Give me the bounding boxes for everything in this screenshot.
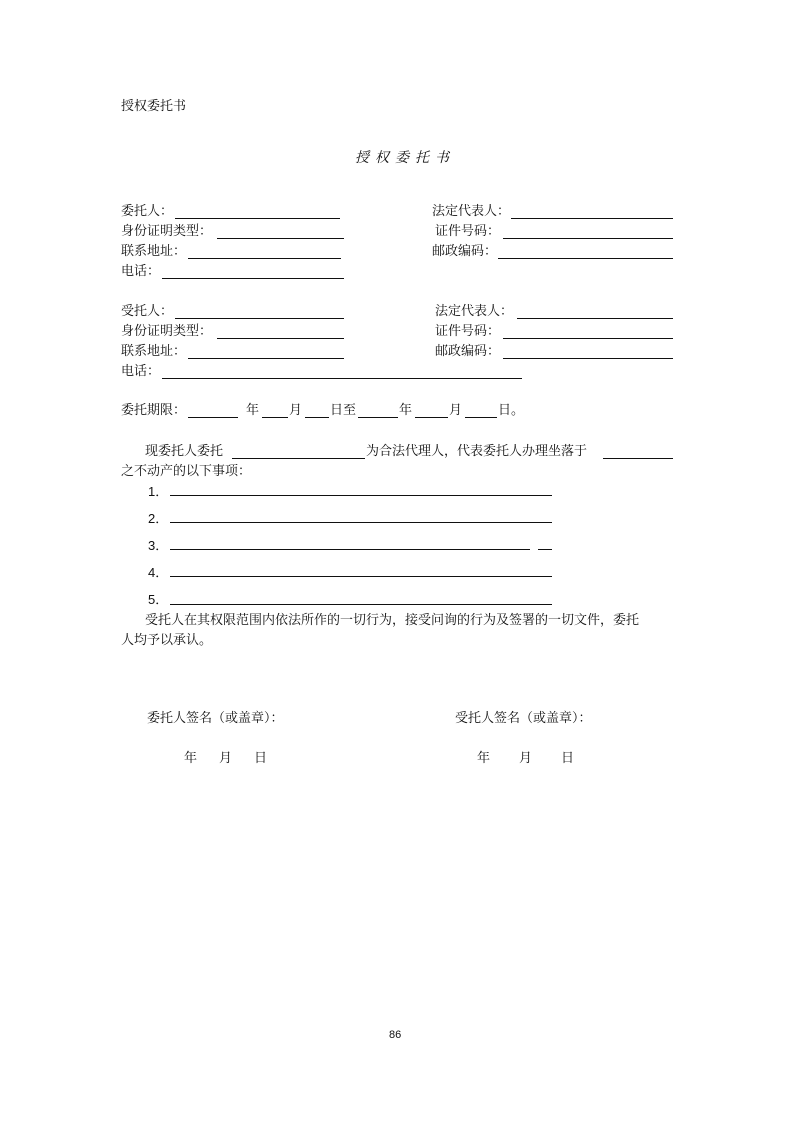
header-label: 授权委托书 bbox=[121, 98, 187, 113]
term-start-month-label: 月 bbox=[289, 403, 303, 418]
term-end-year-field[interactable] bbox=[358, 417, 398, 418]
principal-date-day: 日 bbox=[254, 751, 268, 766]
principal-legal-rep-label: 法定代表人： bbox=[432, 204, 511, 219]
principal-postcode-label: 邮政编码： bbox=[432, 244, 498, 259]
agent-appoint-field[interactable] bbox=[232, 458, 365, 459]
list-item-field[interactable] bbox=[170, 576, 552, 577]
property-location-field[interactable] bbox=[603, 458, 673, 459]
principal-phone-field[interactable] bbox=[162, 278, 344, 279]
principal-address-field[interactable] bbox=[188, 258, 341, 259]
agent-date-month: 月 bbox=[519, 751, 533, 766]
list-item-number: 2． bbox=[148, 511, 169, 526]
agent-date-year: 年 bbox=[477, 751, 491, 766]
principal-date-month: 月 bbox=[219, 751, 233, 766]
principal-name-label: 委托人： bbox=[121, 204, 174, 219]
page-number: 86 bbox=[389, 1029, 402, 1041]
agent-legal-rep-field[interactable] bbox=[517, 318, 673, 319]
principal-id-no-label: 证件号码： bbox=[435, 224, 501, 239]
principal-date-year: 年 bbox=[184, 751, 198, 766]
principal-id-no-field[interactable] bbox=[503, 238, 673, 239]
list-item-field[interactable] bbox=[170, 495, 552, 496]
agent-signature-label: 受托人签名（或盖章）： bbox=[455, 711, 592, 726]
list-item-field[interactable] bbox=[170, 522, 552, 523]
term-start-month-field[interactable] bbox=[262, 417, 288, 418]
term-day-to-label: 日至 bbox=[330, 403, 357, 418]
list-item-number: 5． bbox=[148, 592, 169, 607]
agent-postcode-label: 邮政编码： bbox=[435, 344, 501, 359]
term-end-day-field[interactable] bbox=[465, 417, 497, 418]
agent-address-field[interactable] bbox=[188, 358, 344, 359]
agent-id-no-label: 证件号码： bbox=[435, 324, 501, 339]
agent-phone-field[interactable] bbox=[162, 378, 522, 379]
list-item-field[interactable] bbox=[170, 549, 530, 550]
list-item-number: 3． bbox=[148, 538, 169, 553]
list-item-number: 4． bbox=[148, 565, 169, 580]
term-start-day-field[interactable] bbox=[305, 417, 329, 418]
term-end-day-label: 日。 bbox=[498, 403, 525, 418]
term-start-year-field[interactable] bbox=[188, 417, 238, 418]
p2-line2: 人均予以承认。 bbox=[121, 633, 213, 648]
p1-part2: 为合法代理人，代表委托人办理坐落于 bbox=[366, 444, 588, 459]
page-title: 授权委托书 bbox=[355, 150, 455, 166]
p1-line2: 之不动产的以下事项： bbox=[121, 464, 252, 479]
term-label: 委托期限： bbox=[121, 403, 187, 418]
agent-id-type-label: 身份证明类型： bbox=[121, 324, 213, 339]
p2-line1: 受托人在其权限范围内依法所作的一切行为，接受问询的行为及签署的一切文件，委托 bbox=[145, 613, 640, 628]
principal-name-field[interactable] bbox=[175, 218, 340, 219]
list-item-number: 1． bbox=[148, 484, 169, 499]
principal-id-type-field[interactable] bbox=[217, 238, 344, 239]
principal-address-label: 联系地址： bbox=[121, 244, 187, 259]
agent-name-field[interactable] bbox=[175, 318, 344, 319]
list-item-field-tail bbox=[538, 549, 552, 550]
agent-legal-rep-label: 法定代表人： bbox=[435, 304, 514, 319]
principal-id-type-label: 身份证明类型： bbox=[121, 224, 213, 239]
principal-legal-rep-field[interactable] bbox=[511, 218, 673, 219]
term-end-year-label: 年 bbox=[399, 403, 413, 418]
list-item-field[interactable] bbox=[170, 604, 552, 605]
principal-phone-label: 电话： bbox=[121, 264, 161, 279]
agent-name-label: 受托人： bbox=[121, 304, 174, 319]
principal-postcode-field[interactable] bbox=[498, 258, 673, 259]
p1-part1: 现委托人委托 bbox=[145, 444, 224, 459]
agent-date-day: 日 bbox=[561, 751, 575, 766]
term-start-year-label: 年 bbox=[246, 403, 260, 418]
agent-address-label: 联系地址： bbox=[121, 344, 187, 359]
agent-phone-label: 电话： bbox=[121, 364, 161, 379]
agent-id-type-field[interactable] bbox=[217, 338, 344, 339]
term-end-month-label: 月 bbox=[449, 403, 463, 418]
agent-id-no-field[interactable] bbox=[503, 338, 673, 339]
agent-postcode-field[interactable] bbox=[503, 358, 673, 359]
term-end-month-field[interactable] bbox=[415, 417, 448, 418]
principal-signature-label: 委托人签名（或盖章）： bbox=[147, 711, 284, 726]
